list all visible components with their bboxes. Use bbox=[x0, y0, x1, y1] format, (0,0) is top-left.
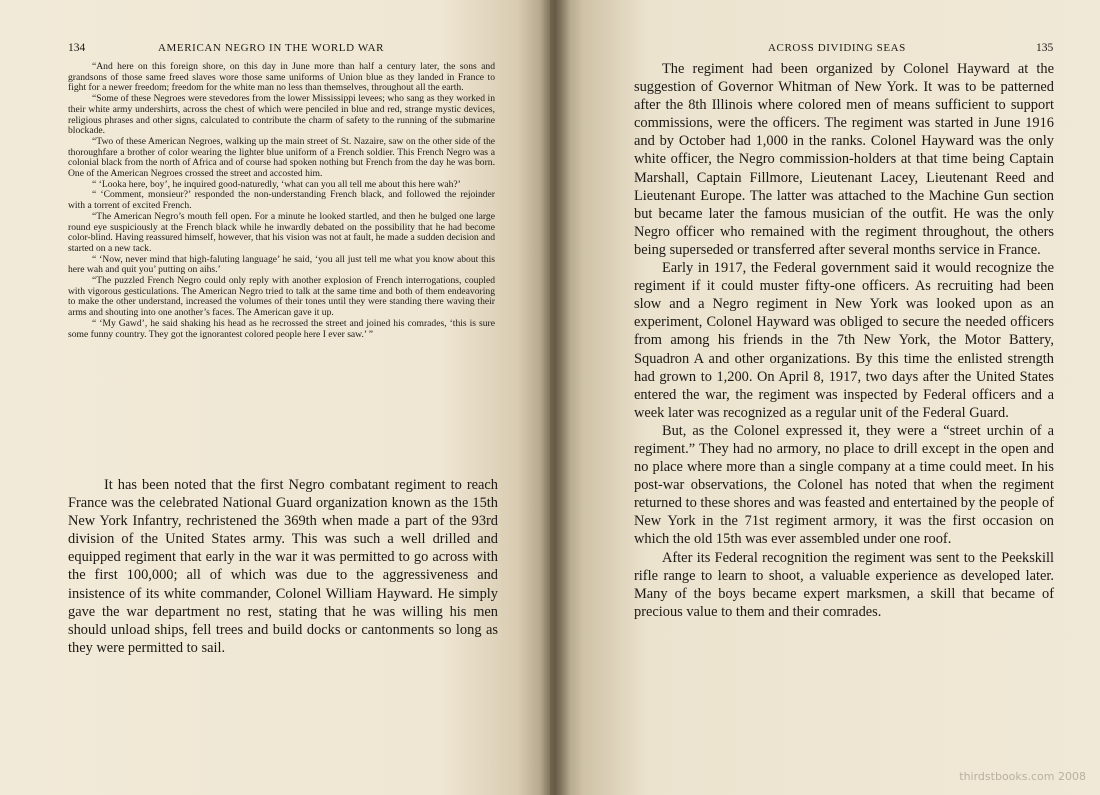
watermark: thirdstbooks.com 2008 bbox=[959, 770, 1086, 783]
body-paragraph: But, as the Colonel expressed it, they were a “street urchin of a regiment.” They had no armory, no place to drill except in the open and no place where more than a single company at a time could meet. In his post-war observations, the Colonel has noted that when the regiment returned to these shores and was feasted and entertained by the people of New York in the 71st regiment armory, it was the first occasion on which the old 15th was ever assembled under one roof. bbox=[634, 422, 1054, 548]
quote-paragraph: “ ‘My Gawd’, he said shaking his head as he recrossed the street and joined his comrades, ‘this is sure some funny country. They got the ignorantest colored people here I ever saw.’ ” bbox=[68, 317, 495, 340]
quote-paragraph: “Two of these American Negroes, walking up the main street of St. Nazaire, saw on the other side of the thoroughfare a brother of color wearing the lighter blue uniform of a French soldier. This French Negro was a colonial black from the north of Africa and of course had spoken nothing but French from the day he was born. One of the American Negroes crossed the street and accosted him. bbox=[68, 135, 495, 180]
body-text-left bbox=[68, 476, 498, 657]
quote-paragraph: “The American Negro’s mouth fell open. For a minute he looked startled, and then he bulged one large round eye suspiciously at the French black while he inwardly debated on the possibility that he had become color-blind. Having reassured himself, however, that his vision was not at fault, he made a sudden decision and started on a new tack. bbox=[68, 210, 495, 254]
quote-paragraph: “Some of these Negroes were stevedores from the lower Mississippi levees; who sang as they worked in their white army undershirts, across the chest of which were penciled in blue and red, strange mystic devices, religious phrases and other signs, calculated to contribute the charm of safety to the running of the submarine blockade. bbox=[68, 93, 495, 137]
page-number-left: 134 bbox=[68, 42, 86, 54]
body-paragraph: The regiment had been organized by Colonel Hayward at the suggestion of Governor Whitman of New York. It was to be patterned after the 8th Illinois where colored men of means sufficient to support commissions, were the officers. The regiment was started in June 1916 and by October had 1,000 in the ranks. Colonel Hayward was the only white officer, the Negro commission-holders at that time being Captain Marshall, Captain Fillmore, Lieutenant Lacey, Lieutenant Reed and Lieutenant Europe. The latter was attached to the Machine Gun section but became later the famous musician of the outfit. He was the only Negro officer who remained with the regiment throughout, the others being superseded or transferred after several months service in France. bbox=[634, 61, 1054, 258]
quote-paragraph: “The puzzled French Negro could only reply with another explosion of French interrogations, coupled with vigorous gesticulations. The American Negro tried to talk at the same time and both of them endeavoring to make the other understand, increased the volumes of their tones until they were standing there waving their arms and shouting into one another’s faces. The American gave it up. bbox=[68, 275, 495, 319]
body-paragraph: After its Federal recognition the regiment was sent to the Peekskill rifle range to learn to shoot, a valuable experience as developed later. Many of the boys became expert marksmen, a skill that became of precious value to them and their comrades. bbox=[634, 549, 1054, 620]
quote-paragraph: “ ‘Looka here, boy’, he inquired good-naturedly, ‘what can you all tell me about this here wah?’ bbox=[92, 178, 461, 190]
body-text-right bbox=[634, 60, 1054, 621]
quote-paragraph: “And here on this foreign shore, on this day in June more than half a century later, the sons and grandsons of those same freed slaves wore those same uniforms of Union blue as they landed in France to fight for a newer freedom; freedom for the white man no less than themselves, throughout all the earth. bbox=[68, 61, 495, 94]
running-head-left: AMERICAN NEGRO IN THE WORLD WAR bbox=[158, 42, 385, 54]
quote-paragraph: “ ‘Now, never mind that high-faluting language’ he said, ‘you all just tell me what you know about this here wah and quit you’ putting on aihs.’ bbox=[68, 253, 495, 276]
book-gutter bbox=[540, 0, 570, 795]
quote-paragraph: “ ‘Comment, monsieur?’ responded the non-understanding French black, and followed the rejoinder with a torrent of excited French. bbox=[68, 189, 495, 212]
block-quote bbox=[68, 62, 495, 340]
body-paragraph: It has been noted that the first Negro combatant regiment to reach France was the celebrated National Guard organization known as the 15th New York Infantry, rechristened the 369th when made a part of the 93rd division of the United States army. This was such a well drilled and equipped regiment that early in the war it was permitted to go across with the first 100,000; all of which was due to the aggressiveness and insistence of its white commander, Colonel William Hayward. He simply gave the war department no rest, stating that he was willing his men should unload ships, fell trees and build docks or cantonments so long as they were permitted to sail. bbox=[68, 477, 498, 656]
page-number-right: 135 bbox=[1036, 42, 1054, 54]
body-paragraph: Early in 1917, the Federal government said it would recognize the regiment if it could muster fifty-one officers. As recruiting had been slow and a Negro regiment in New York was looked upon as an experiment, Colonel Hayward was obliged to secure the needed officers from among his friends in the 7th New York, the Motor Battery, Squadron A and other organizations. By this time the enlisted strength had grown to 1,200. On April 8, 1917, two days after the United States entered the war, the regiment was inspected by Federal officers and a week later was recognized as a regular unit of the Federal Guard. bbox=[634, 260, 1054, 421]
running-head-right: ACROSS DIVIDING SEAS bbox=[768, 42, 906, 54]
